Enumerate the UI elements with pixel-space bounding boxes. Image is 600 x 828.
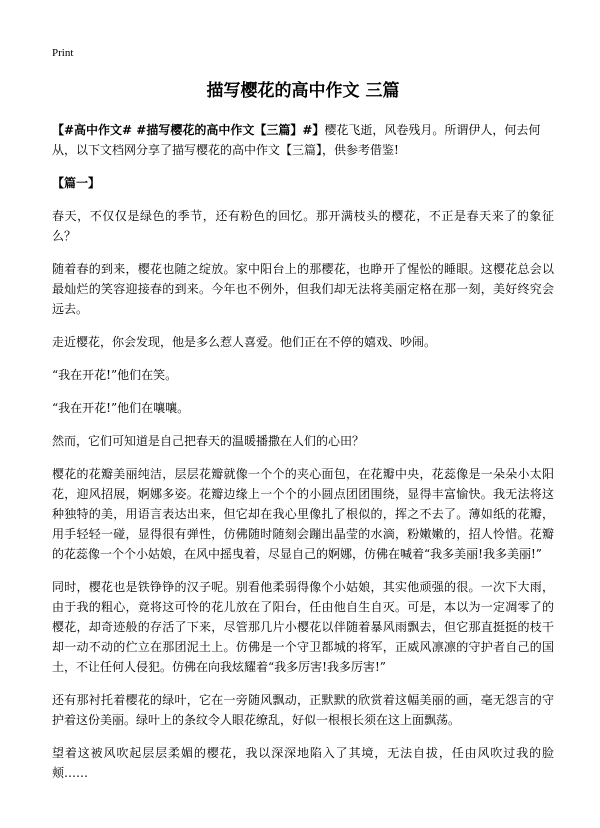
intro-tags: 【#高中作文# #描写樱花的高中作文【三篇】#】 — [52, 123, 325, 137]
paragraph-1: 春天，不仅仅是绿色的季节，还有粉色的回忆。那开满枝头的樱花，不正是春天来了的象征么？ — [52, 209, 554, 243]
paragraph-10: 望着这被风吹起层层柔媚的樱花，我以深深地陷入了其境，无法自拔，任由风吹过我的脸颊…… — [52, 746, 554, 780]
paragraph-8: 同时，樱花也是铁铮铮的汉子呢。别看他柔弱得像个小姑娘，其实他顽强的很。一次下大雨，由于我的粗心，竟将这可怜的花儿放在了阳台，任由他自生自灭。可是，本以为一定凋零了的樱花，却奇迹般的存活了下来，尽管那几片小樱花以伴随着暴风雨飘去，但它那直挺挺的枝干却一动不动的伫立在那团泥土上。仿佛是一个守卫都城的将军，正威风凛凛的守护者自己的国土，不让任何人侵犯。仿佛在向我炫耀着“我多厉害!我多厉害!” — [52, 580, 554, 674]
paragraph-7: 樱花的花瓣美丽纯洁，层层花瓣就像一个个的夹心面包，在花瓣中央，花蕊像是一朵朵小太阳花，迎风招展，婀娜多姿。花瓣边缘上一个个的小圆点团团围绕，显得丰富愉快。我无法将这种独特的美，用语言表达出来，但它却在我心里像扎了根似的，挥之不去了。薄如纸的花瓣，用手轻轻一碰，显得很有弹性，仿佛随时随刻会蹦出晶莹的水滴，粉嫩嫩的，招人怜惜。花瓣的花蕊像一个个小姑娘，在风中摇曳着，尽显自己的婀娜，仿佛在喊着“我多美丽!我多美丽!” — [52, 467, 554, 561]
paragraph-2: 随着春的到来，樱花也随之绽放。家中阳台上的那樱花，也睁开了惺忪的睡眼。这樱花总会以最灿烂的笑容迎接春的到来。今年也不例外，但我们却无法将美丽定格在那一刻，美好终究会远去。 — [52, 262, 554, 316]
intro-text: 樱花飞逝，风卷残月。所谓伊人，何去何从，以下文档网分享了描写樱花的高中作文【三篇】，供参考借鉴! — [52, 123, 541, 157]
intro-paragraph — [52, 120, 554, 160]
paragraph-9: 还有那衬托着樱花的绿叶，它在一旁随风飘动，正默默的欣赏着这幅美丽的画，毫无怨言的守护着这份美丽。绿叶上的条纹令人眼花缭乱，好似一根根长须在这上面飘荡。 — [52, 693, 554, 727]
paragraph-6: 然而，它们可知道是自己把春天的温暖播撒在人们的心田？ — [52, 434, 365, 448]
paragraph-4: “我在开花!”他们在笑。 — [52, 368, 178, 382]
paragraph-5: “我在开花!”他们在嚷嚷。 — [52, 401, 190, 415]
print-label: Print — [52, 47, 74, 59]
paragraph-3: 走近樱花，你会发现，他是多么惹人喜爱。他们正在不停的嬉戏、吵闹。 — [52, 335, 437, 349]
document-title: 描写樱花的高中作文 三篇 — [206, 81, 400, 101]
section-heading: 【篇一】 — [52, 176, 101, 190]
